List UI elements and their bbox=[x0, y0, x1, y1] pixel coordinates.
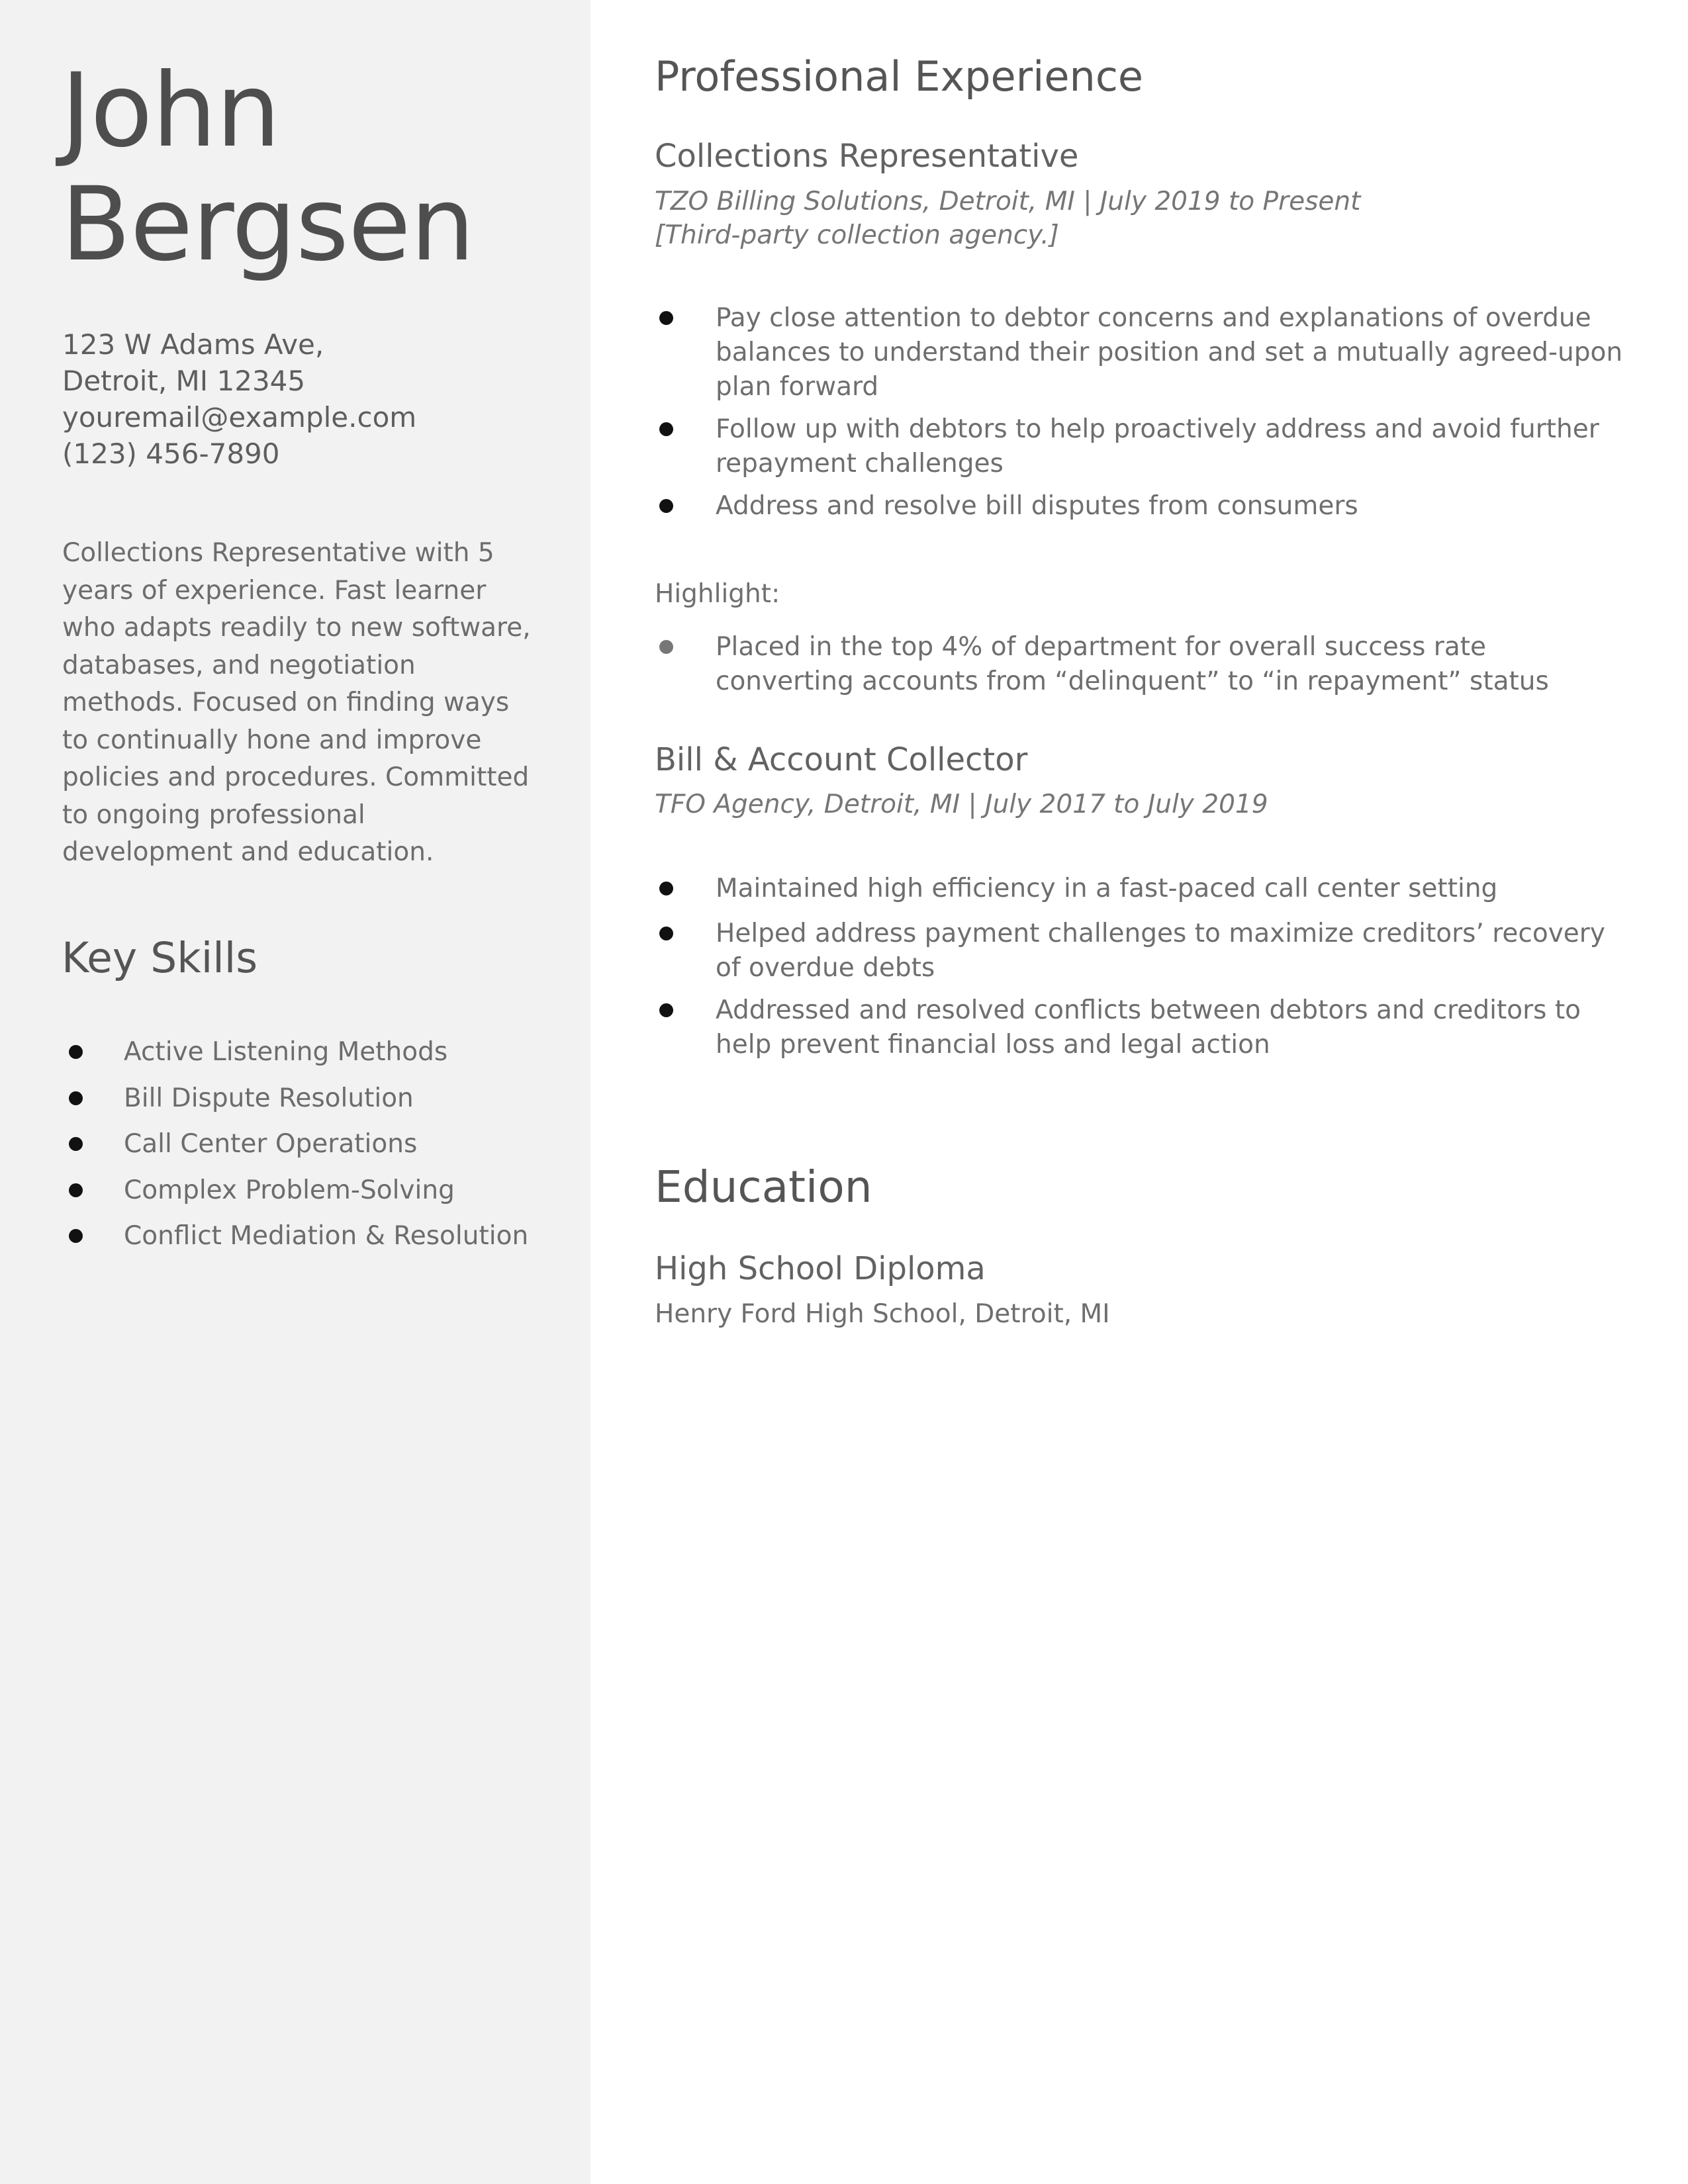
bullet-icon bbox=[69, 1229, 83, 1243]
bullet-icon bbox=[69, 1091, 83, 1105]
profile-summary: Collections Representative with 5 years of experience. Fast learner who adapts readily to new software, databases, and negotiation methods. Focused on finding ways to continually hone and improve policies and procedures. Committed to ongoing professional development and education. bbox=[62, 538, 531, 867]
last-name: Bergsen bbox=[61, 165, 475, 284]
bullet-icon bbox=[659, 422, 673, 436]
bullet-icon bbox=[69, 1183, 83, 1197]
list-item: Follow up with debtors to help proactively address and avoid further repayment challenges bbox=[655, 412, 1628, 481]
job-note: [Third-party collection agency.] bbox=[655, 220, 1059, 250]
list-item: Pay close attention to debtor concerns and explanations of overdue balances to understand their position and set a mutually agreed-upon plan forward bbox=[655, 301, 1628, 404]
contact-info bbox=[62, 326, 416, 472]
professional-experience-heading: Professional Experience bbox=[655, 52, 1144, 101]
first-name: John bbox=[61, 52, 280, 170]
bullet-icon bbox=[659, 1003, 673, 1017]
skill-item: Bill Dispute Resolution bbox=[62, 1075, 528, 1122]
list-item: Maintained high efficiency in a fast-paced call center setting bbox=[655, 872, 1628, 906]
skill-item: Conflict Mediation & Resolution bbox=[62, 1213, 528, 1259]
job-title: Bill & Account Collector bbox=[655, 741, 1028, 778]
skills-list bbox=[62, 1029, 528, 1259]
bullet-icon bbox=[69, 1137, 83, 1151]
skill-item: Active Listening Methods bbox=[62, 1029, 528, 1075]
address-line-1: 123 W Adams Ave, bbox=[62, 328, 324, 361]
bullet-icon bbox=[69, 1045, 83, 1059]
key-skills-heading: Key Skills bbox=[62, 934, 258, 982]
skill-item: Complex Problem-Solving bbox=[62, 1167, 528, 1214]
address-line-2: Detroit, MI 12345 bbox=[62, 365, 306, 397]
job-meta bbox=[655, 185, 1360, 252]
list-item: Addressed and resolved conflicts between debtors and creditors to help prevent financial loss and legal action bbox=[655, 993, 1628, 1062]
education-heading: Education bbox=[655, 1161, 872, 1212]
job-responsibilities bbox=[655, 301, 1628, 523]
list-item: Helped address payment challenges to maximize creditors’ recovery of overdue debts bbox=[655, 917, 1628, 985]
skill-item: Call Center Operations bbox=[62, 1121, 528, 1167]
sidebar bbox=[0, 0, 590, 2184]
candidate-name bbox=[61, 54, 474, 282]
school: Henry Ford High School, Detroit, MI bbox=[655, 1299, 1110, 1329]
bullet-icon bbox=[659, 311, 673, 325]
job-employer-dates: TZO Billing Solutions, Detroit, MI | July 2019 to Present bbox=[655, 187, 1361, 216]
degree: High School Diploma bbox=[655, 1250, 986, 1287]
job-title: Collections Representative bbox=[655, 138, 1079, 175]
bullet-icon bbox=[659, 640, 673, 654]
job-responsibilities bbox=[655, 872, 1628, 1062]
bullet-icon bbox=[659, 927, 673, 940]
list-item: Address and resolve bill disputes from consumers bbox=[655, 489, 1628, 523]
email: youremail@example.com bbox=[62, 401, 417, 433]
list-item: Placed in the top 4% of department for overall success rate converting accounts from “delinquent” to “in repayment” status bbox=[655, 630, 1628, 699]
highlight-label: Highlight: bbox=[655, 579, 780, 609]
bullet-icon bbox=[659, 499, 673, 513]
phone: (123) 456-7890 bbox=[62, 437, 280, 470]
job-meta bbox=[655, 788, 1268, 821]
job-highlights bbox=[655, 630, 1628, 699]
bullet-icon bbox=[659, 882, 673, 895]
job-employer-dates: TFO Agency, Detroit, MI | July 2017 to July 2019 bbox=[655, 790, 1268, 819]
